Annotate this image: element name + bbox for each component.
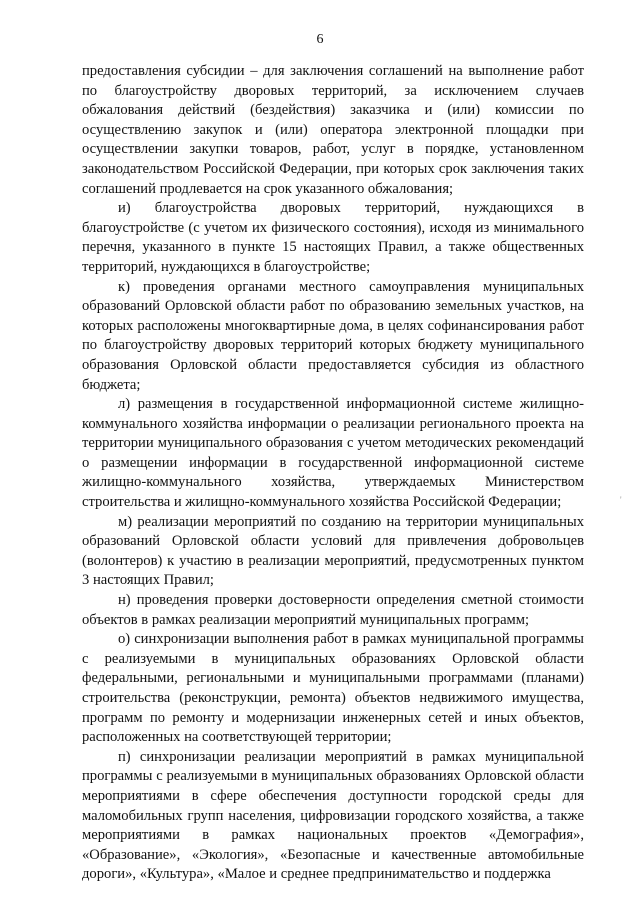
document-body	[82, 62, 584, 885]
margin-mark: '	[620, 495, 622, 505]
paragraph-item-m: м) реализации мероприятий по созданию на территории муниципальных образований Орловской области условий для привлечения добровольцев (волонтеров) к участию в реализации мероприятий, предусмотренных пунктом 3 настоящих Правил;	[82, 513, 584, 589]
page-number: 6	[316, 32, 324, 47]
paragraph-item-n: н) проведения проверки достоверности определения сметной стоимости объектов в рамках реализации мероприятий муниципальных программ;	[82, 592, 584, 628]
paragraph-item-o: о) синхронизации выполнения работ в рамках муниципальной программы с реализуемыми в муниципальных образованиях Орловской области федеральными, региональными и муниципальными программами (планами) строительства (реконструкции, ремонта) объектов недвижимого имущества, программ по ремонту и модернизации инженерных сетей и иных объектов, расположенных на соответствующей территории;	[82, 631, 584, 746]
paragraph-item-k: к) проведения органами местного самоуправления муниципальных образований Орловской области работ по образованию земельных участков, на которых расположены многоквартирные дома, в целях софинансирования работ по благоустройству дворовых территорий которых бюджету муниципального образования Орловской области предоставляется субсидия из областного бюджета;	[82, 278, 584, 393]
paragraph-continuation: предоставления субсидии – для заключения соглашений на выполнение работ по благоустройству дворовых территорий, за исключением случаев обжалования действий (бездействия) заказчика и (или) комиссии по осуществлению закупок и (или) оператора электронной площадки при осуществлении закупки товаров, работ, услуг в порядке, установленном законодательством Российской Федерации, при которых срок заключения таких соглашений продлевается на срок указанного обжалования;	[82, 63, 584, 197]
paragraph-item-p: п) синхронизации реализации мероприятий в рамках муниципальной программы с реализуемыми в муниципальных образованиях Орловской области мероприятиями в сфере обеспечения доступности городской среды для маломобильных групп населения, цифровизации городского хозяйства, а также мероприятиями в рамках национальных проектов «Демография», «Образование», «Экология», «Безопасные и качественные автомобильные дороги», «Культура», «Малое и среднее предпринимательство и поддержка	[82, 748, 584, 883]
paragraph-item-l: л) размещения в государственной информационной системе жилищно-коммунального хозяйства информации о реализации регионального проекта на территории муниципального образования с учетом методических рекомендаций о размещении информации в государственной информационной системе жилищно-коммунального хозяйства, утверждаемых Министерством строительства и жилищно-коммунального хозяйства Российской Федерации;	[82, 396, 584, 511]
paragraph-item-i: и) благоустройства дворовых территорий, нуждающихся в благоустройстве (с учетом их физического состояния), исходя из минимального перечня, указанного в пункте 15 настоящих Правил, а также общественных территорий, нуждающихся в благоустройстве;	[82, 200, 584, 275]
